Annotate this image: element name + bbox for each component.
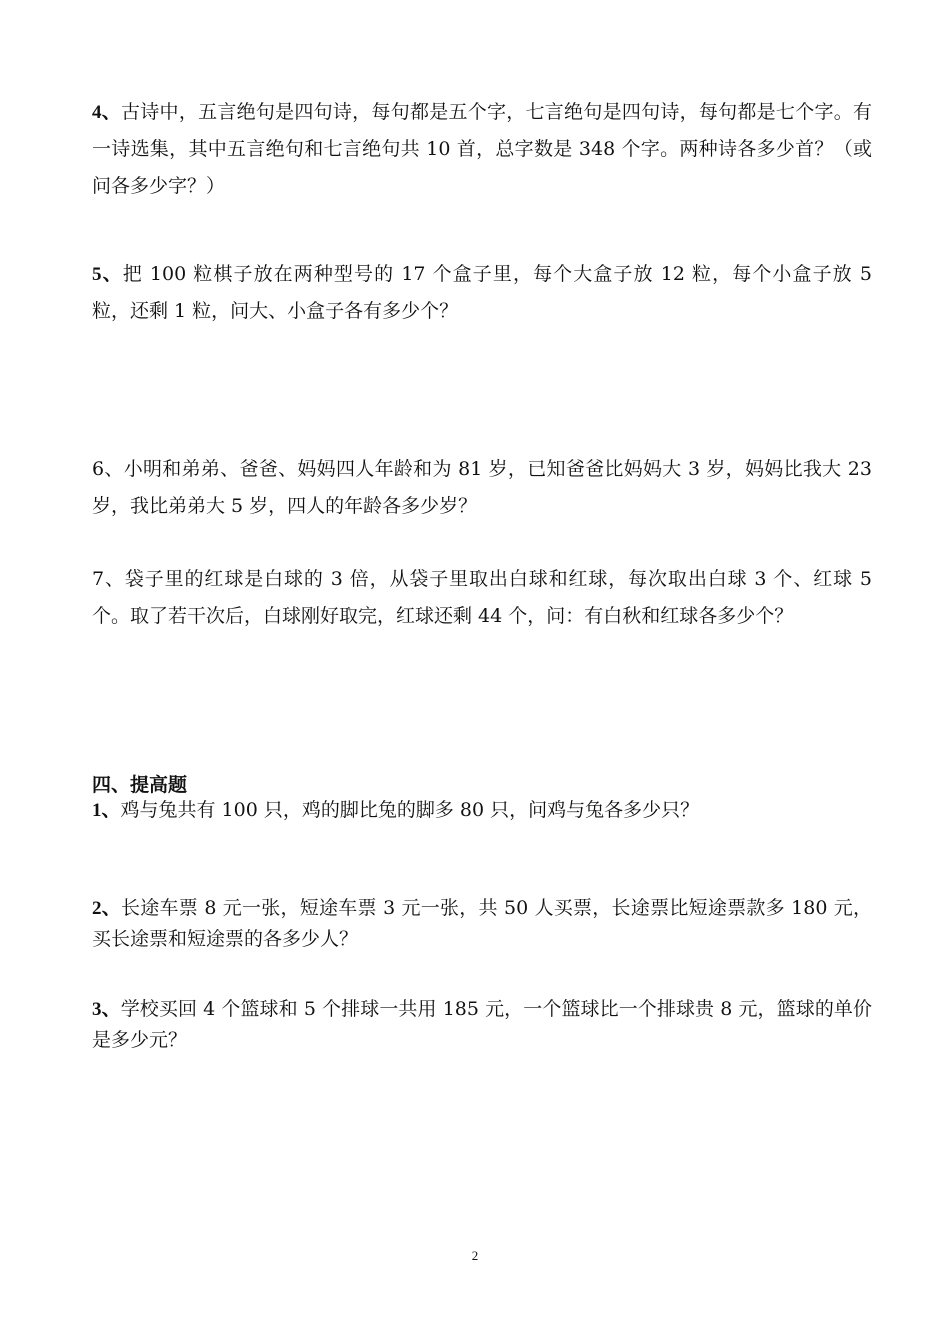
problem-text: 学校买回 4 个篮球和 5 个排球一共用 185 元，一个篮球比一个排球贵 8 元，篮球的单价是多少元？ bbox=[92, 998, 872, 1051]
problem-7 bbox=[92, 561, 872, 635]
section-title: 四、提高题 bbox=[92, 774, 188, 796]
page-number: 2 bbox=[471, 1248, 479, 1263]
problem-number: 4、 bbox=[92, 102, 122, 123]
problem-number: 3、 bbox=[92, 999, 121, 1020]
problem-text: 鸡与兔共有 100 只，鸡的脚比兔的脚多 80 只，问鸡与兔各多少只？ bbox=[120, 799, 700, 821]
problem-number: 5、 bbox=[92, 264, 123, 285]
problem-text: 古诗中，五言绝句是四句诗，每句都是五个字，七言绝句是四句诗，每句都是七个字。有一诗选集，其中五言绝句和七言绝句共 10 首，总字数是 348 个字。两种诗各多少首？（或问各多少字？） bbox=[92, 101, 872, 197]
problem-number: 6、 bbox=[92, 458, 124, 480]
problem-number: 1、 bbox=[92, 800, 121, 821]
problem-text: 小明和弟弟、爸爸、妈妈四人年龄和为 81 岁，已知爸爸比妈妈大 3 岁，妈妈比我大 23 岁，我比弟弟大 5 岁，四人的年龄各多少岁？ bbox=[92, 458, 872, 517]
section4-problem-2 bbox=[92, 893, 872, 955]
problem-number: 2、 bbox=[92, 898, 122, 919]
problem-text: 长途车票 8 元一张，短途车票 3 元一张，共 50 人买票，长途票比短途票款多 180 元，买长途票和短途票的各多少人？ bbox=[92, 897, 872, 950]
section4-problem-1 bbox=[92, 795, 872, 826]
section4-problem-3 bbox=[92, 994, 872, 1056]
problem-text: 把 100 粒棋子放在两种型号的 17 个盒子里，每个大盒子放 12 粒，每个小盒子放 5 粒，还剩 1 粒，问大、小盒子各有多少个？ bbox=[92, 263, 872, 322]
problem-number: 7、 bbox=[92, 568, 125, 590]
problem-6 bbox=[92, 451, 872, 525]
problem-text: 袋子里的红球是白球的 3 倍，从袋子里取出白球和红球，每次取出白球 3 个、红球 5 个。取了若干次后，白球刚好取完，红球还剩 44 个，问：有白秋和红球各多少个？ bbox=[92, 568, 873, 627]
problem-5 bbox=[92, 256, 872, 330]
problem-4 bbox=[92, 94, 872, 205]
